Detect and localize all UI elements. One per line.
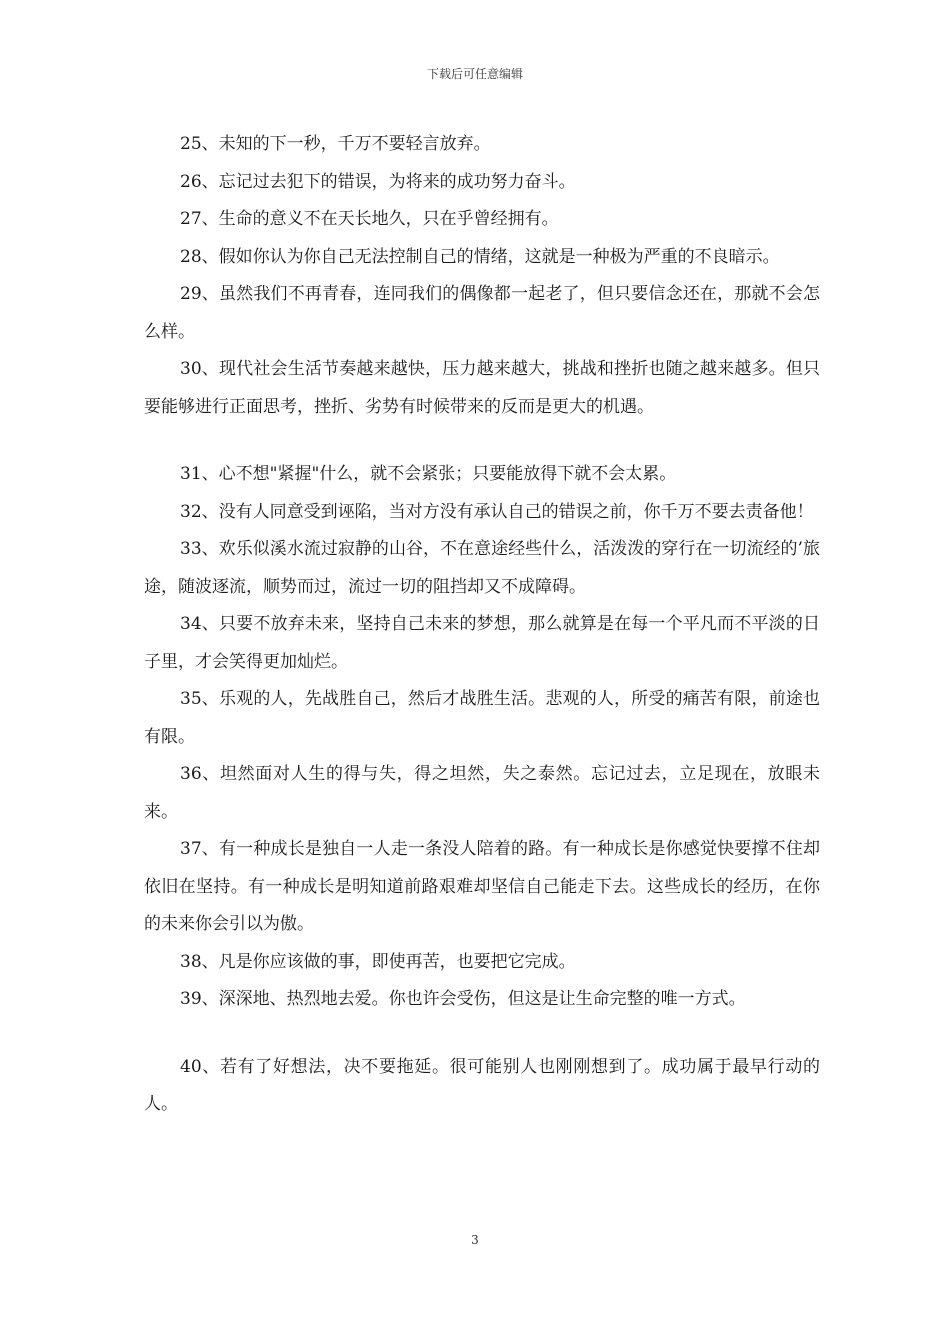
- paragraph-38: 38、凡是你应该做的事，即使再苦，也要把它完成。: [180, 951, 576, 972]
- paragraph-25: 25、未知的下一秒，千万不要轻言放弃。: [180, 134, 491, 154]
- paragraph-28: 28、假如你认为你自己无法控制自己的情绪，这就是一种极为严重的不良暗示。: [180, 246, 780, 267]
- paragraph-35: 35、乐观的人，先战胜自己，然后才战胜生活。悲观的人，所受的痛苦有限，前途也有限。: [144, 689, 820, 747]
- page-number: 3: [471, 1233, 479, 1247]
- paragraph-37: 37、有一种成长是独自一人走一条没人陪着的路。有一种成长是你感觉快要撑不住却依旧在坚持。有一种成长是明知道前路艰难却坚信自己能走下去。这些成长的经历，在你的未来你会引以为傲。: [144, 839, 820, 934]
- paragraph-40: 40、若有了好想法，决不要拖延。很可能别人也刚刚想到了。成功属于最早行动的人。: [144, 1056, 820, 1114]
- paragraph-30: 30、现代社会生活节奏越来越快，压力越来越大，挑战和挫折也随之越来越多。但只要能够进行正面思考，挫折、劣势有时候带来的反而是更大的机遇。: [144, 359, 820, 417]
- paragraph-31: 31、心不想"紧握"什么，就不会紧张；只要能放得下就不会太累。: [180, 464, 677, 484]
- paragraph-34: 34、只要不放弃未来，坚持自己未来的梦想，那么就算是在每一个平凡而不平淡的日子里，才会笑得更加灿烂。: [144, 614, 820, 672]
- paragraph-32: 32、没有人同意受到诬陷，当对方没有承认自己的错误之前，你千万不要去责备他！: [180, 501, 814, 522]
- document-body: [144, 126, 820, 1124]
- paragraph-gap: [144, 1019, 820, 1049]
- paragraph-29: 29、虽然我们不再青春，连同我们的偶像都一起老了，但只要信念还在，那就不会怎么样。: [144, 284, 820, 342]
- paragraph-26: 26、忘记过去犯下的错误，为将来的成功努力奋斗。: [180, 171, 576, 192]
- paragraph-39: 39、深深地、热烈地去爱。你也许会受伤，但这是让生命完整的唯一方式。: [180, 989, 746, 1009]
- page-header: 下载后可任意编辑: [426, 67, 523, 81]
- paragraph-gap: [144, 426, 820, 456]
- paragraph-33: 33、欢乐似溪水流过寂静的山谷，不在意途经些什么，活泼泼的穿行在一切流经的’旅途，随波逐流，顺势而过，流过一切的阻挡却又不成障碍。: [144, 539, 820, 597]
- paragraph-36: 36、坦然面对人生的得与失，得之坦然，失之泰然。忘记过去，立足现在，放眼未来。: [144, 764, 820, 822]
- paragraph-27: 27、生命的意义不在天长地久，只在乎曾经拥有。: [180, 209, 559, 229]
